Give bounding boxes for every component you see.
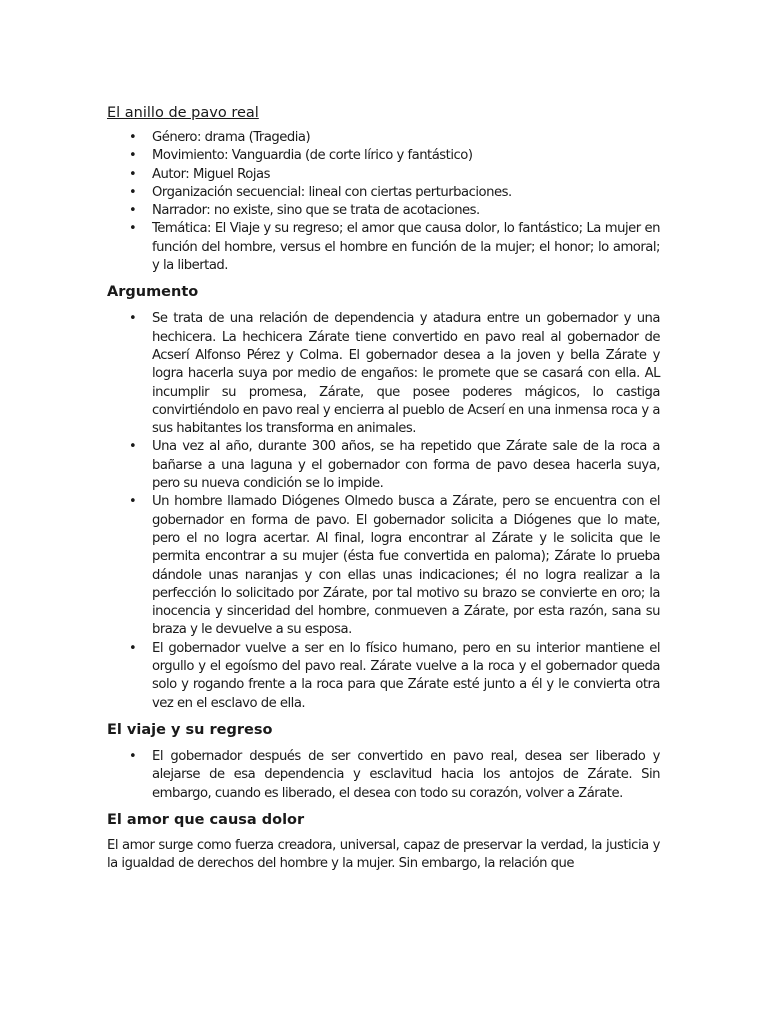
bullet-icon: •	[129, 184, 137, 200]
section-heading-argumento: Argumento	[107, 284, 199, 301]
bullet-icon: •	[129, 203, 137, 219]
list-item	[107, 184, 660, 202]
document-page	[107, 104, 660, 873]
document-title: El anillo de pavo real	[107, 105, 259, 121]
list-item-text: Organización secuencial: lineal con ciertas perturbaciones.	[152, 184, 512, 200]
list-item	[107, 147, 660, 165]
list-item	[107, 220, 660, 275]
bullet-icon: •	[129, 748, 137, 764]
list-item-text: El gobernador después de ser convertido en pavo real, desea ser liberado y alejarse de esa dependencia y esclavitud hacia los antojos de Zárate. Sin embargo, cuando es liberado, el desea con todo su corazón, volver a Zárate.	[152, 748, 660, 801]
bullet-icon: •	[129, 311, 137, 327]
bullet-icon: •	[129, 439, 137, 455]
list-item-text: Género: drama (Tragedia)	[152, 130, 311, 145]
list-item-text: Movimiento: Vanguardia (de corte lírico y fantástico)	[152, 148, 473, 164]
list-item-text: Una vez al año, durante 300 años, se ha repetido que Zárate sale de la roca a bañarse a una laguna y el gobernador con forma de pavo desea hacerla suya, pero su nueva condición se lo impide.	[152, 439, 660, 492]
section-heading-viaje: El viaje y su regreso	[107, 721, 273, 738]
intro-list	[107, 129, 660, 275]
list-item-text: Narrador: no existe, sino que se trata de acotaciones.	[152, 203, 480, 219]
list-item	[107, 640, 660, 713]
bullet-icon: •	[129, 166, 137, 182]
bullet-icon: •	[129, 130, 137, 145]
bullet-icon: •	[129, 640, 137, 656]
bullet-icon: •	[129, 221, 137, 237]
list-item-text: Se trata de una relación de dependencia y atadura entre un gobernador y una hechicera. La hechicera Zárate tiene convertido en pavo real al gobernador de Acserí Alfonso Pérez y Colma. El gobernador desea a la joven y bella Zárate y logra hacerla suya por medio de engaños: le promete que se casará con ella. AL incumplir su promesa, Zárate, que posee poderes mágicos, lo castiga convirtiéndolo en pavo real y encierra al pueblo de Acserí en una inmensa roca y a sus habitantes los transforma en animales.	[152, 311, 660, 437]
list-item-text: Un hombre llamado Diógenes Olmedo busca a Zárate, pero se encuentra con el gobernador en forma de pavo. El gobernador solicita a Diógenes que lo mate, pero el no logra acertar. Al final, logra encontrar al Zárate y le solicita que le permita encontrar a su mujer (ésta fue convertida en paloma); Zárate lo prueba dándole unas naranjas y con ellas unas indicaciones; él no logra realizar a la perfección lo solicitado por Zárate, por tal motivo su brazo se convierte en oro; la inocencia y sinceridad del hombre, conmueven a Zárate, por esta razón, sana su braza y le devuelve a su esposa.	[152, 494, 660, 638]
list-item-text: Autor: Miguel Rojas	[152, 166, 270, 182]
bullet-icon: •	[129, 494, 137, 510]
list-item	[107, 202, 660, 220]
section-heading-amor: El amor que causa dolor	[107, 811, 305, 828]
list-item	[107, 438, 660, 493]
list-item-text: El gobernador vuelve a ser en lo físico humano, pero en su interior mantiene el orgullo y el egoísmo del pavo real. Zárate vuelve a la roca y el gobernador queda solo y rogando frente a la roca para que Zárate esté junto a él y le convierta otra vez en el esclavo de ella.	[152, 640, 660, 711]
list-item	[107, 129, 660, 147]
list-item	[107, 493, 660, 639]
list-item-text: Temática: El Viaje y su regreso; el amor que causa dolor, lo fantástico; La mujer en función del hombre, versus el hombre en función de la mujer; el honor; lo amoral; y la libertad.	[152, 221, 660, 274]
amor-paragraph: El amor surge como fuerza creadora, universal, capaz de preservar la verdad, la justicia y la igualdad de derechos del hombre y la mujer. Sin embargo, la relación que	[107, 837, 660, 872]
bullet-icon: •	[129, 148, 137, 164]
list-item	[107, 166, 660, 184]
list-item	[107, 310, 660, 438]
viaje-list	[107, 748, 660, 803]
list-item	[107, 748, 660, 803]
argumento-list	[107, 310, 660, 713]
